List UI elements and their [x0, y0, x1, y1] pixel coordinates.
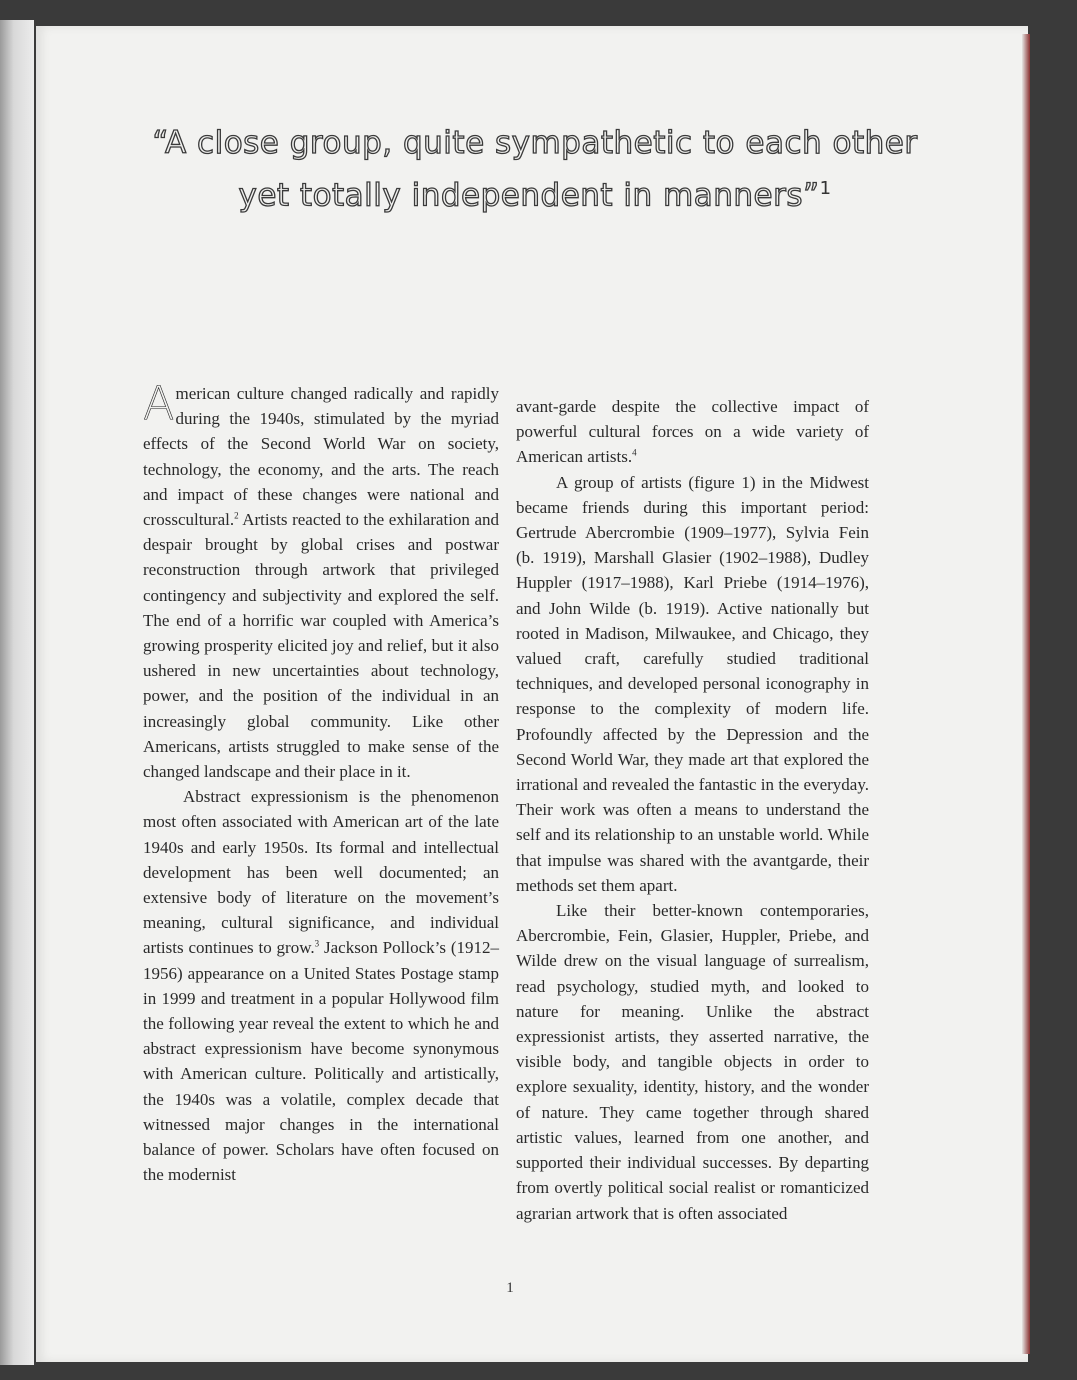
heading-footnote-ref: 1: [819, 178, 832, 199]
facing-page-edge: [0, 20, 34, 1365]
drop-cap: A: [143, 376, 175, 430]
heading-line-2: [140, 166, 930, 218]
paragraph-text: Artists reacted to the exhilaration and despair brought by global crises and postwar reconstruction through artwork that privileged contingency and subjectivity and explored the self. The end of a horrific war coupled with America’s growing prosperity elicited joy and relief, but it also ushered in new uncertainties about technology, power, and the position of the individual in an increasingly global community. Like other Americans, artists struggled to make sense of the changed landscape and their place in it.: [143, 510, 499, 782]
paragraph: [143, 376, 499, 784]
paragraph-text: Abstract expressionism is the phenomenon most often associated with American art of the late 1940s and early 1950s. Its formal and intellectual development has been well documented; an extensive body of literature on the movement’s meaning, cultural significance, and individual artists continues to grow.: [143, 787, 499, 958]
paragraph: Like their better-known contemporaries, Abercrombie, Fein, Glasier, Huppler, Priebe, and Wilde drew on the visual language of surrealism, read psychology, studied myth, and looked to nature for meaning. Unlike the abstract expressionist artists, they asserted narrative, the visible body, and tangible objects in order to explore sexuality, identity, history, and the wonder of nature. They came together through shared artistic values, learned from one another, and supported their individual successes. By departing from overtly political social realist or romanticized agrarian artwork that is often associated: [516, 901, 869, 1223]
paragraph-text: merican culture changed radically and rapidly during the 1940s, stimulated by the myriad effects of the Second World War on society, technology, the economy, and the arts. The reach and impact of these changes were national and crosscultural.: [143, 384, 499, 530]
paragraph: [143, 784, 499, 1187]
footnote-ref: 3: [314, 938, 320, 949]
heading-line-1: “A close group, quite sympathetic to each other: [152, 125, 918, 161]
paragraph: A group of artists (figure 1) in the Midwest became friends during this important period: Gertrude Abercrombie (1909–1977), Sylvia Fein (b. 1919), Marshall Glasier (1902–1988), Dudley Huppler (1917–1988), Karl Priebe (1914–1976), and John Wilde (b. 1919). Active nationally but rooted in Madison, Milwaukee, and Chicago, they valued craft, carefully studied traditional techniques, and developed personal iconography in response to the complexity of modern life. Profoundly affected by the Depression and the Second World War, they made art that explored the irrational and revealed the fantastic in the everyday. Their work was often a means to understand the self and its relationship to an unstable world. While that impulse was shared with the avantgarde, their methods set them apart.: [516, 472, 869, 895]
left-text-column: [143, 376, 499, 1188]
footnote-ref: 4: [632, 447, 637, 458]
footnote-ref: 2: [234, 510, 239, 521]
right-text-column: [516, 394, 869, 1226]
paragraph: [516, 394, 869, 470]
chapter-heading: [140, 120, 930, 218]
paragraph-text: avant-garde despite the collective impact of powerful cultural forces on a wide variety of American artists.: [516, 397, 869, 467]
page-number: 1: [506, 1280, 514, 1296]
paragraph-text: Jackson Pollock’s (1912–1956) appearance on a United States Postage stamp in 1999 and treatment in a popular Hollywood film the following year reveal the extent to which he and abstract expressionism have become synonymous with American culture. Politically and artistically, the 1940s was a volatile, complex decade that witnessed major changes in the international balance of power. Scholars have often focused on the modernist: [143, 938, 499, 1185]
page-edge: [1022, 34, 1030, 1354]
heading-line-2-text: yet totally independent in manners”: [238, 177, 820, 214]
